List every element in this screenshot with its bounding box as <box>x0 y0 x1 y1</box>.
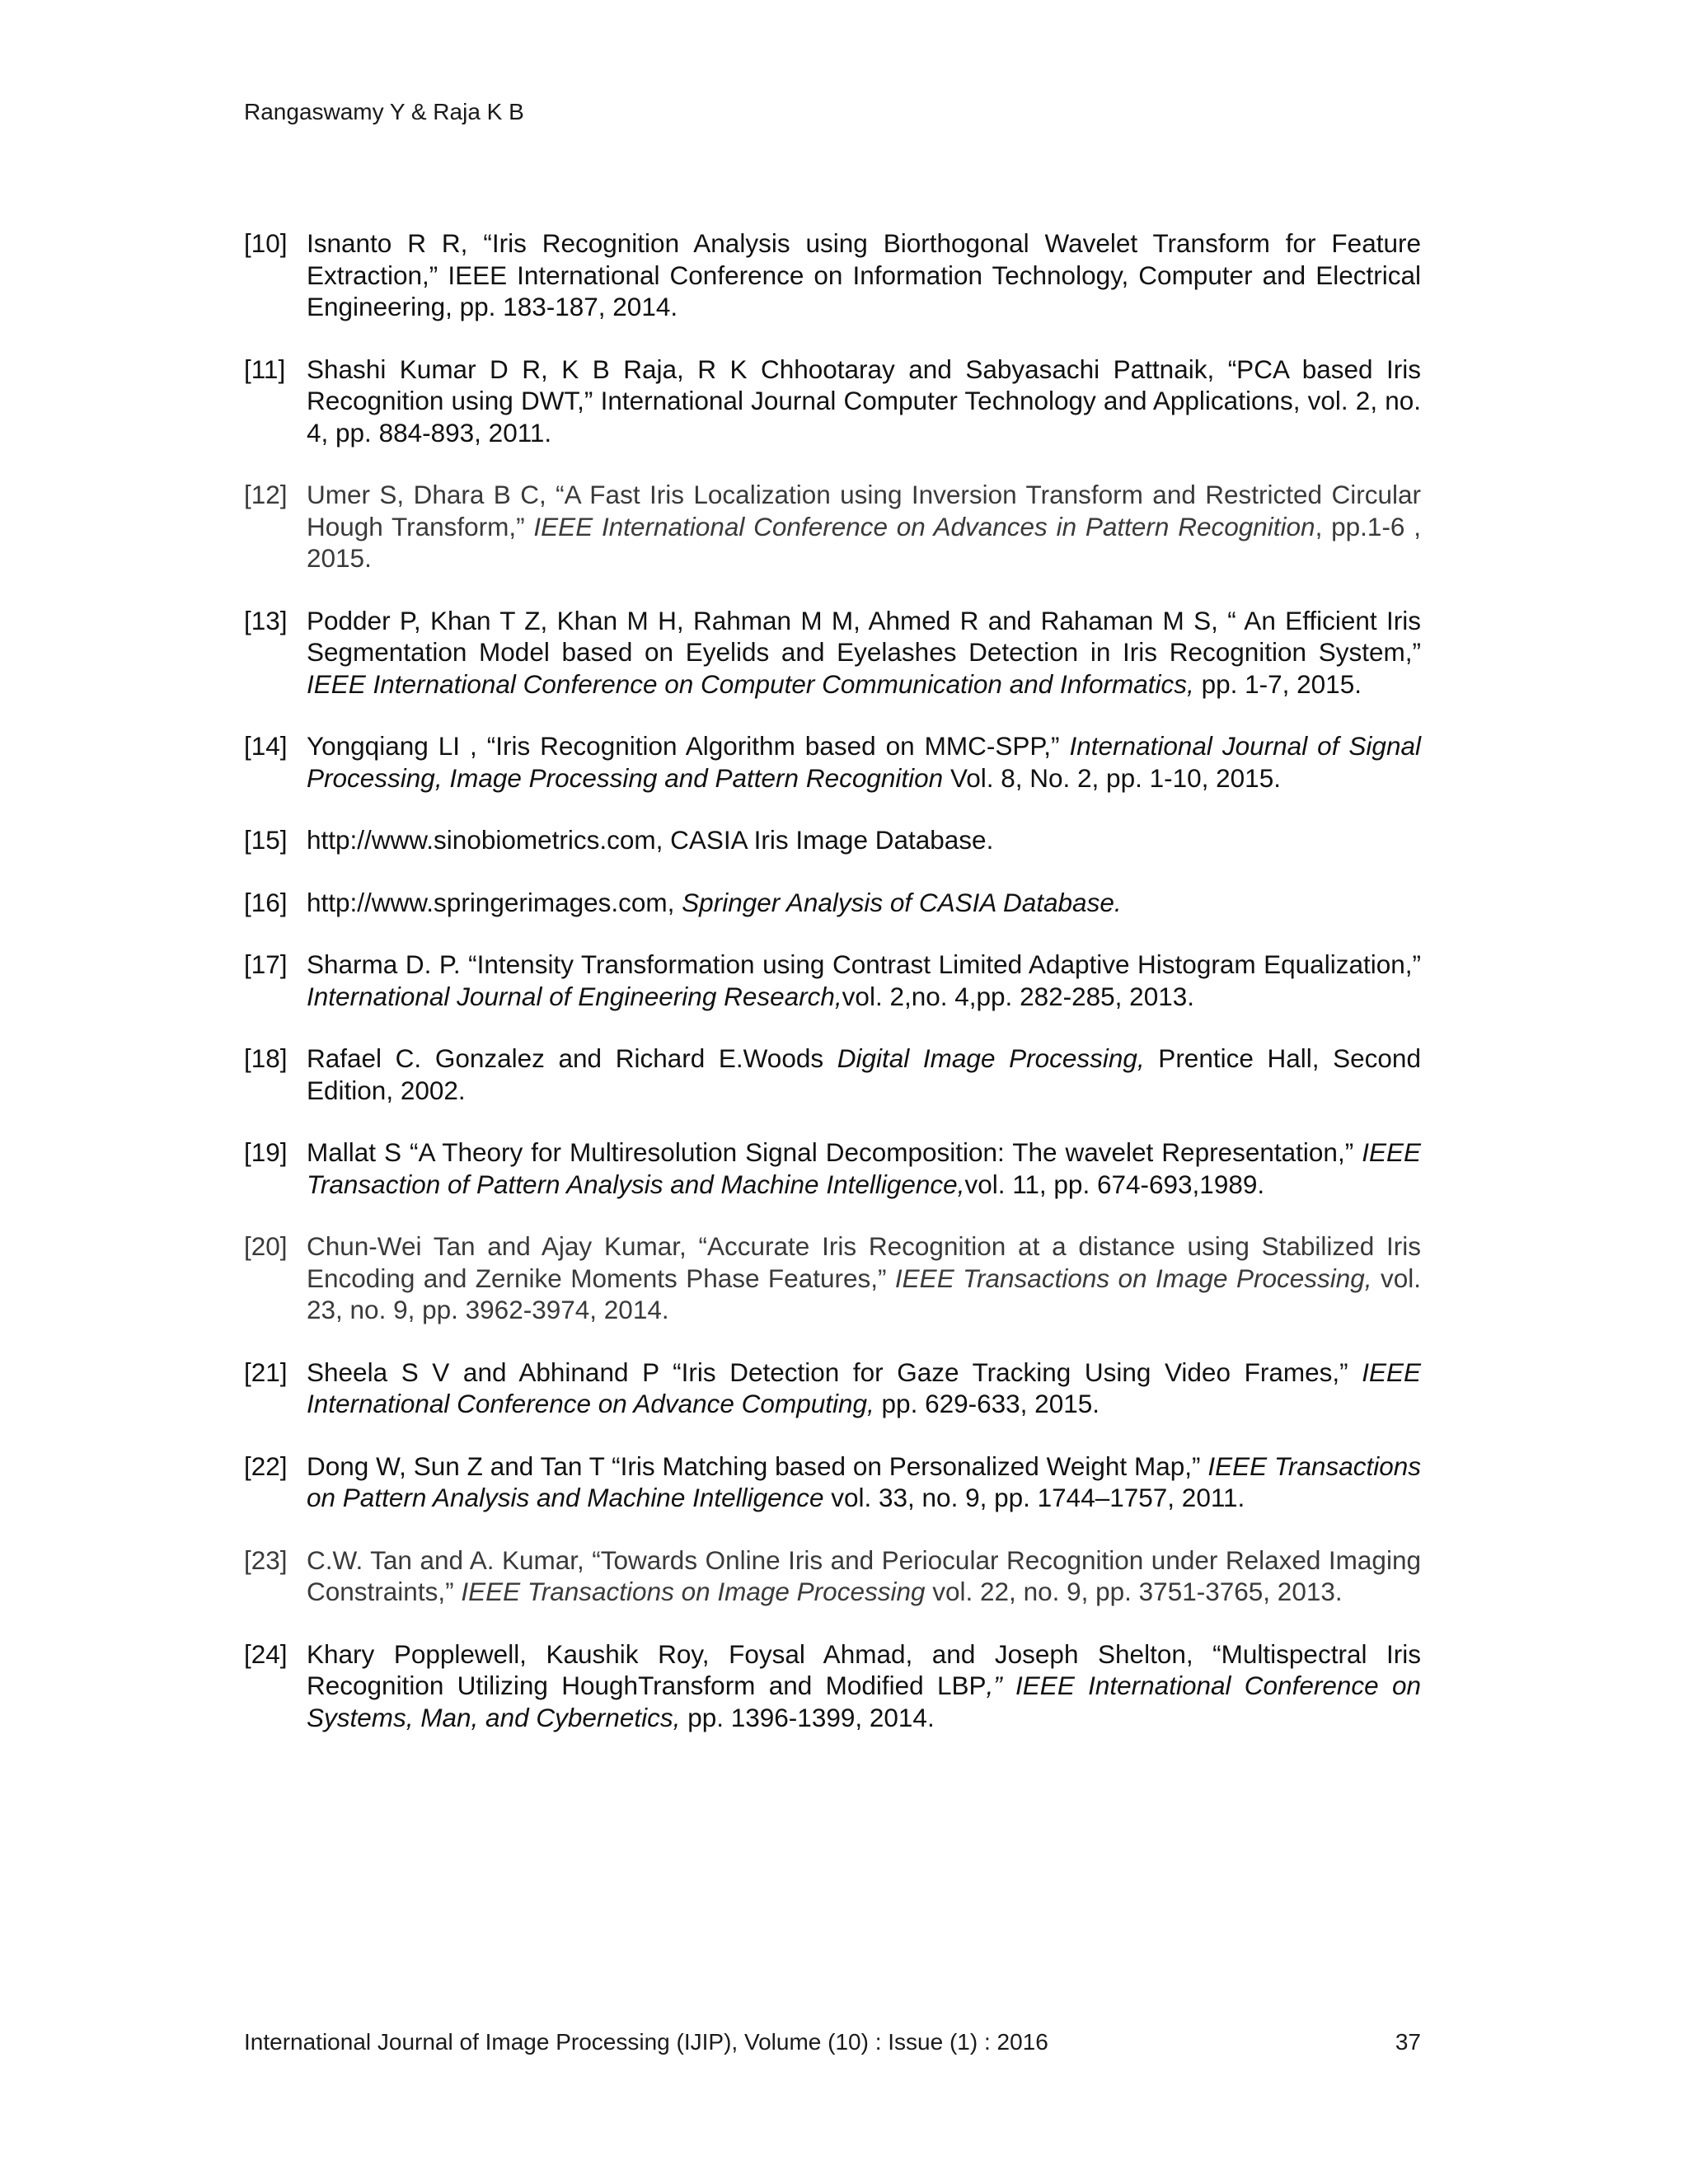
reference-number: [16] <box>244 887 288 917</box>
reference-18 <box>244 1043 1421 1106</box>
page-number: 37 <box>1395 2029 1421 2055</box>
reference-12 <box>244 479 1421 574</box>
reference-text: Rafael C. Gonzalez and Richard E.Woods Digital Image Processing, Prentice Hall, Second Edition, 2002. <box>307 1043 1421 1105</box>
reference-text: Dong W, Sun Z and Tan T “Iris Matching based on Personalized Weight Map,” IEEE Transactions on Pattern Analysis and Machine Intelligence vol. 33, no. 9, pp. 1744–1757, 2011. <box>307 1451 1421 1512</box>
reference-number: [20] <box>244 1231 288 1261</box>
reference-number: [13] <box>244 605 288 635</box>
reference-number: [23] <box>244 1544 288 1575</box>
reference-24 <box>244 1638 1421 1734</box>
reference-19 <box>244 1137 1421 1200</box>
reference-text: Yongqiang LI , “Iris Recognition Algorithm based on MMC-SPP,” International Journal of Signal Processing, Image Processing and Pattern Recognition Vol. 8, No. 2, pp. 1-10, 2015. <box>307 731 1421 793</box>
reference-number: [12] <box>244 480 288 509</box>
reference-text: Isnanto R R, “Iris Recognition Analysis using Biorthogonal Wavelet Transform for Feature Extraction,” IEEE International Conference on Information Technology, Computer and Electrical Engineering, pp. 183-187, 2014. <box>307 228 1421 321</box>
reference-number: [19] <box>244 1137 288 1167</box>
reference-number: [22] <box>244 1451 288 1481</box>
reference-text: Shashi Kumar D R, K B Raja, R K Chhootaray and Sabyasachi Pattnaik, “PCA based Iris Recognition using DWT,” International Journal Computer Technology and Applications, vol. 2, no. 4, pp. 884-893, 2011. <box>307 354 1421 448</box>
reference-text: Mallat S “A Theory for Multiresolution Signal Decomposition: The wavelet Representation,” IEEE Transaction of Pattern Analysis and Machine Intelligence,vol. 11, pp. 674-693,1989. <box>307 1137 1421 1199</box>
reference-14 <box>244 730 1421 794</box>
reference-11 <box>244 354 1421 449</box>
footer-journal: International Journal of Image Processing (IJIP), Volume (10) : Issue (1) : 2016 <box>244 2029 1048 2055</box>
reference-number: [15] <box>244 825 288 855</box>
reference-number: [24] <box>244 1638 288 1669</box>
reference-text: C.W. Tan and A. Kumar, “Towards Online Iris and Periocular Recognition under Relaxed Imaging Constraints,” IEEE Transactions on Image Processing vol. 22, no. 9, pp. 3751-3765, 2013. <box>307 1544 1421 1606</box>
reference-number: [14] <box>244 731 288 761</box>
reference-text: Chun-Wei Tan and Ajay Kumar, “Accurate Iris Recognition at a distance using Stabilized Iris Encoding and Zernike Moments Phase Features,” IEEE Transactions on Image Processing, vol. 23, no. 9, pp. 3962-3974, 2014. <box>307 1231 1422 1324</box>
reference-text: Sharma D. P. “Intensity Transformation using Contrast Limited Adaptive Histogram Equalization,” International Journal of Engineering Research,vol. 2,no. 4,pp. 282-285, 2013. <box>307 949 1421 1011</box>
running-header: Rangaswamy Y & Raja K B <box>244 99 524 124</box>
reference-text: http://www.sinobiometrics.com, CASIA Iris Image Database. <box>307 825 994 855</box>
reference-text: Sheela S V and Abhinand P “Iris Detection for Gaze Tracking Using Video Frames,” IEEE International Conference on Advance Computing, pp. 629-633, 2015. <box>307 1357 1421 1418</box>
reference-15 <box>244 824 1421 856</box>
reference-number: [21] <box>244 1357 288 1387</box>
reference-22 <box>244 1451 1421 1514</box>
reference-text: Podder P, Khan T Z, Khan M H, Rahman M M, Ahmed R and Rahaman M S, “ An Efficient Iris Segmentation Model based on Eyelids and Eyelashes Detection in Iris Recognition System,” IEEE International Conference on Computer Communication and Informatics, pp. 1-7, 2015. <box>307 605 1421 699</box>
reference-16 <box>244 887 1421 919</box>
reference-21 <box>244 1357 1421 1420</box>
reference-text: http://www.springerimages.com, Springer Analysis of CASIA Database. <box>307 887 1122 917</box>
reference-number: [11] <box>244 354 286 384</box>
reference-23 <box>244 1544 1421 1608</box>
reference-number: [17] <box>244 949 288 979</box>
reference-10 <box>244 227 1421 323</box>
reference-17 <box>244 949 1421 1012</box>
reference-text: Umer S, Dhara B C, “A Fast Iris Localization using Inversion Transform and Restricted Circular Hough Transform,” IEEE International Conference on Advances in Pattern Recognition, pp.1-6 , 2015. <box>307 480 1421 573</box>
reference-list <box>244 227 1421 1764</box>
reference-number: [18] <box>244 1043 288 1073</box>
reference-number: [10] <box>244 228 288 258</box>
reference-13 <box>244 605 1421 701</box>
reference-text: Khary Popplewell, Kaushik Roy, Foysal Ahmad, and Joseph Shelton, “Multispectral Iris Recognition Utilizing HoughTransform and Modified LBP,” IEEE International Conference on Systems, Man, and Cybernetics, pp. 1396-1399, 2014. <box>307 1638 1422 1732</box>
reference-20 <box>244 1230 1421 1326</box>
